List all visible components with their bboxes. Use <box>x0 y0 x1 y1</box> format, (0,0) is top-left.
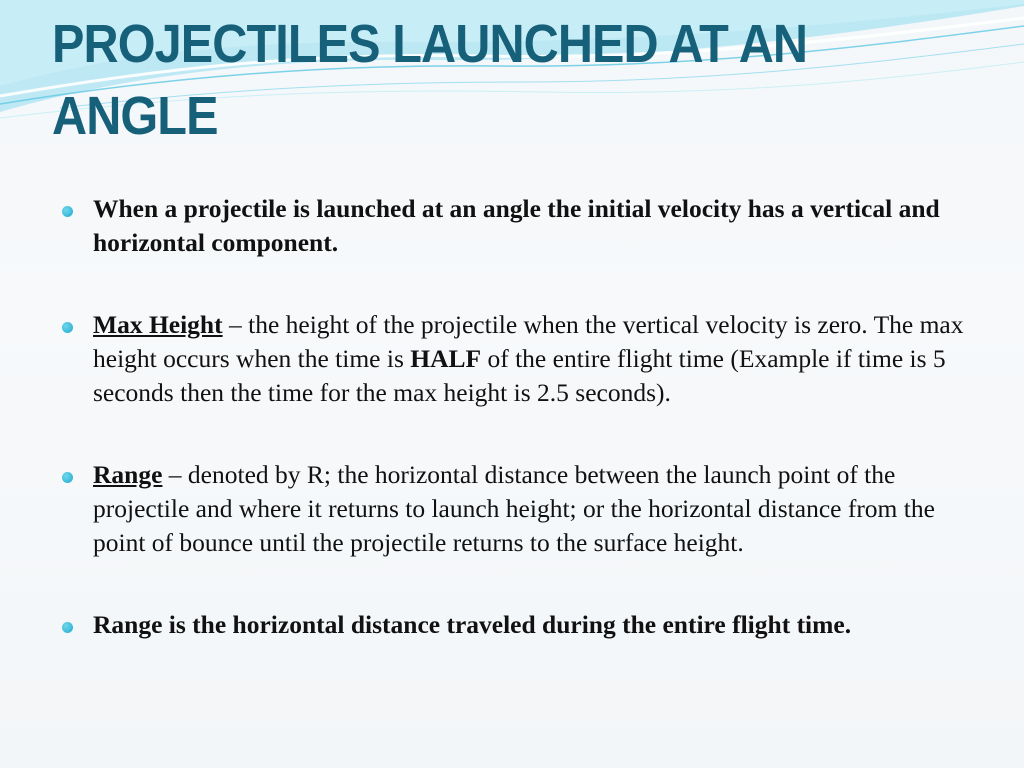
bullet-list <box>62 192 967 642</box>
bullet-dot-icon <box>62 472 73 483</box>
bullet-dot-icon <box>62 322 73 333</box>
bullet-item <box>62 192 967 260</box>
bullet-text: Range is the horizontal distance traveled during the entire flight time. <box>93 610 852 639</box>
bullet-text: When a projectile is launched at an angle the initial velocity has a vertical and horizontal component. <box>93 194 940 257</box>
bullet-text: of the entire flight time (Example if time is 5 seconds then the time for the max height is 2.5 seconds). <box>93 344 946 407</box>
bullet-item <box>62 608 967 642</box>
bullet-dot-icon <box>62 206 73 217</box>
emphasis-half: HALF <box>410 344 482 373</box>
term-range: Range <box>93 460 163 489</box>
slide-title: PROJECTILES LAUNCHED AT AN ANGLE <box>52 14 808 146</box>
bullet-dot-icon <box>62 622 73 633</box>
bullet-text: – denoted by R; the horizontal distance between the launch point of the projectile and where it returns to launch height; or the horizontal distance from the point of bounce until the projectile returns to the surface height. <box>93 460 935 557</box>
term-max-height: Max Height <box>93 310 223 339</box>
bullet-item <box>62 458 967 560</box>
bullet-item <box>62 308 967 410</box>
bullet-text: – the height of the projectile when the vertical velocity is zero. The max height occurs when the time is <box>93 310 964 373</box>
